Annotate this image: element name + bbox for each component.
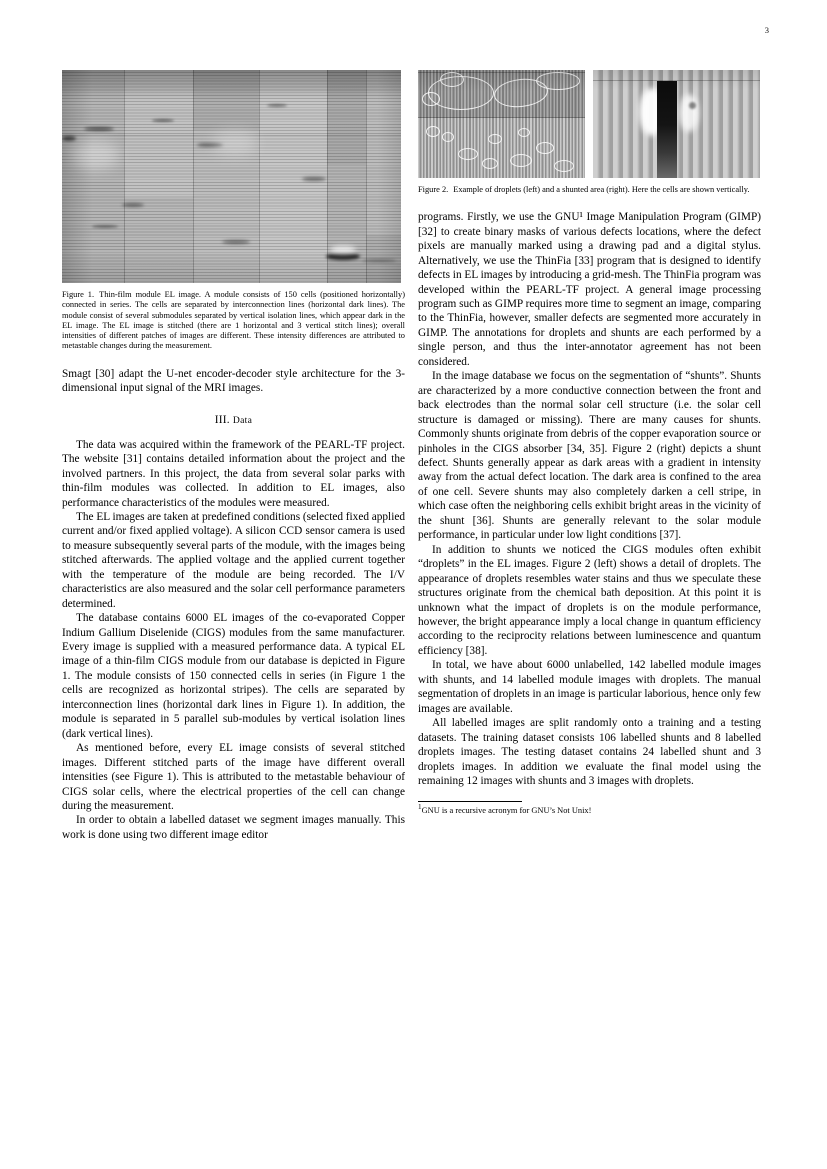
- paragraph: The data was acquired within the framework of the PEARL-TF project. The website [31] contains detailed information about the project and the involved partners. In this project, the data from several solar parks with thin-film modules was collected. In addition to EL images, also performance characteristics of the modules were measured.: [62, 438, 405, 509]
- paragraph: The EL images are taken at predefined conditions (selected fixed applied current and/or fixed applied voltage). A silicon CCD sensor camera is used to measure subsequently several parts of the module, with the images being stitched afterwards. The applied voltage and the applied current together with the temperature of the module are being recorded. The I/V characteristics are also measured and the solar cell performance parameters determined.: [62, 510, 405, 610]
- footnote-separator: [418, 801, 522, 802]
- figure-2-caption-lead: Figure 2.: [418, 185, 449, 194]
- figure-2: [418, 70, 761, 195]
- paragraph: In order to obtain a labelled dataset we segment images manually. This work is done using two different image editor: [62, 814, 405, 841]
- paragraph: All labelled images are split randomly onto a training and a testing datasets. The training dataset consists 106 labelled shunts and 8 labelled droplets images. The testing dataset contains 24 labelled shunt and 3 droplets images. In addition we evaluate the final model using the remaining 12 images with shunts and 3 images with droplets.: [418, 717, 761, 787]
- figure-2-panels: [418, 70, 761, 178]
- footnote-text: GNU is a recursive acronym for GNU’s Not Unix!: [421, 806, 592, 816]
- paragraph: In addition to shunts we noticed the CIGS modules often exhibit “droplets” in the EL images. Figure 2 (left) shows a detail of droplets. The appearance of droplets resembles water stains and thus we speculate these structures originate from the chemical bath deposition. At this point it is unknown what the impact of droplets is on the module performance, however, the bright appearance imply a local change in quantum efficiency according to the reciprocity relations between luminescence and quantum efficiency [38].: [418, 543, 761, 657]
- paragraph: The database contains 6000 EL images of the co-evaporated Copper Indium Gallium Diselenide (CIGS) modules from the same manufacturer. Every image is supplied with a measured performance data. A typical EL image of a thin-film CIGS module from our database is depicted in Figure 1. The module consists of 150 connected cells in series (in Figure 1 the cells are recognized as horizontal stripes). The cells are separated by interconnection lines (horizontal dark lines in Figure 1). In addition, the module is separated in 5 parallel sub-modules by vertical isolation lines (dark vertical lines).: [62, 612, 405, 740]
- figure-2-caption: [418, 185, 761, 195]
- paragraph: In the image database we focus on the segmentation of “shunts”. Shunts are characterized by a more conductive connection between the front and back electrodes than the normal solar cell structure (i.e. the solar cell structure is damaged or missing). There are many causes for shunts. Commonly shunts originate from debris of the copper evaporation source or pinholes in the CIGS absorber [34, 35]. Figure 2 (right) depicts a shunt defect. Shunts generally appear as dark areas with a gradient in intensity away from the actual defect location. The dark area is confined to the area of one cell. Severe shunts may also completely darken a cell stripe, in which case often the neighboring cells exhibit bright areas in the vicinity of the shunt [36]. Shunts are generally relevant to the solar module performance, in particular under low light conditions [37].: [418, 370, 761, 542]
- figure-1-caption: [62, 290, 405, 352]
- figure-2-shunt-image: [593, 70, 760, 178]
- paragraph: programs. Firstly, we use the GNU¹ Image Manipulation Program (GIMP) [32] to create binary masks of various defects locations, where the defect pixels are manually marked using a drawing pad and a digital stylus. Alternatively, we use the ThinFia [33] program that is designed to identify defects in EL images by introducing a grid-mesh. The ThinFia program was developed within the PEARL-TF project. A general image processing program such as GIMP requires more time to segment an image, comparing to the ThinFia, however, smaller defects are segmented more accurately in GIMP. The annotations for droplets and shunts are each performed by a single person, and thus the inter-annotator agreement has not been considered.: [418, 211, 761, 368]
- paragraph: In total, we have about 6000 unlabelled, 142 labelled module images with shunts, and 14 labelled module images with droplets. The manual segmentation of droplets in an image is particular laborious, hence only few images are available.: [418, 659, 761, 715]
- page-number: 3: [764, 25, 769, 35]
- left-column: [62, 70, 405, 842]
- figure-1-vignette: [62, 70, 401, 283]
- figure-1-caption-text: Thin-film module EL image. A module consists of 150 cells (positioned horizontally) connected in series. The cells are separated by interconnection lines (horizontal dark lines). The module consist of several submodules separated by vertical isolation lines, which appear dark in the EL image. The EL image is stitched (there are 1 horizontal and 3 vertical stitch lines); overall intensities of different patches of images are different. These intensity differences are attributed to metastable changes during the measurement.: [62, 290, 405, 351]
- figure-1-caption-lead: Figure 1.: [62, 290, 95, 299]
- figure-1: [62, 70, 405, 352]
- footnote: [418, 803, 761, 817]
- figure-2-droplets-image: [418, 70, 585, 178]
- right-column: [418, 70, 761, 817]
- section-number: III.: [214, 413, 230, 426]
- paragraph: As mentioned before, every EL image consists of several stitched images. Different stitched parts of the image have different overall intensities (see Figure 1). This is attributed to the metastable behaviour of CIGS solar cells, where the electrical properties of the cell can change during the measurement.: [62, 742, 405, 813]
- footnote-marker: 1: [418, 803, 422, 812]
- section-heading-data: [62, 414, 405, 426]
- figure-1-image: [62, 70, 401, 283]
- paragraph-smagt: Smagt [30] adapt the U-net encoder-decoder style architecture for the 3-dimensional input signal of the MRI images.: [62, 367, 405, 395]
- figure-2-caption-text: Example of droplets (left) and a shunted area (right). Here the cells are shown vertically.: [453, 185, 750, 194]
- section-title: Data: [232, 414, 253, 426]
